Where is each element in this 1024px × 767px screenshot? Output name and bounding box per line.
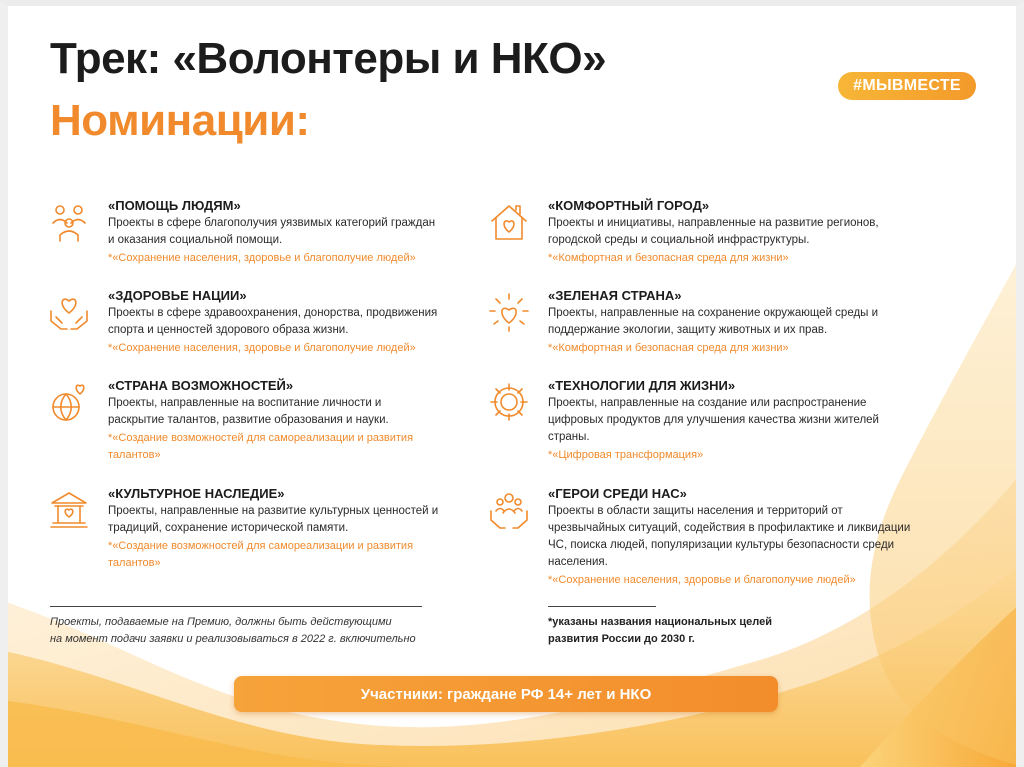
footnote-divider-left xyxy=(50,606,422,607)
heart-hands-icon xyxy=(48,291,90,333)
nomination-help-people xyxy=(108,197,468,267)
radiant-heart-icon xyxy=(488,291,530,333)
nomination-goal: *«Сохранение населения, здоровье и благополучие людей» xyxy=(548,574,856,586)
nomination-goal: *«Комфортная и безопасная среда для жизни» xyxy=(548,252,789,264)
nomination-heroes-among-us xyxy=(548,485,928,589)
page-subtitle: Номинации: xyxy=(50,96,310,145)
nomination-description: Проекты, направленные на развитие культурных ценностей и традиций, сохранение исторической памяти. xyxy=(108,505,439,534)
nomination-name: «КУЛЬТУРНОЕ НАСЛЕДИЕ» xyxy=(108,486,285,501)
hero-hands-icon xyxy=(488,489,530,531)
nomination-name: «ЗЕЛЕНАЯ СТРАНА» xyxy=(548,288,682,303)
nomination-nation-health xyxy=(108,287,468,357)
nomination-name: «ТЕХНОЛОГИИ ДЛЯ ЖИЗНИ» xyxy=(548,378,736,393)
nomination-description: Проекты и инициативы, направленные на развитие регионов, городской среды и социальной инфраструктуры. xyxy=(548,217,879,246)
nomination-green-country xyxy=(548,287,928,357)
people-group-icon xyxy=(48,201,90,243)
nomination-goal: *«Сохранение населения, здоровье и благополучие людей» xyxy=(108,342,416,354)
nomination-description: Проекты, направленные на сохранение окружающей среды и поддержание экологии, защиту животных и их прав. xyxy=(548,307,879,336)
museum-icon xyxy=(48,489,90,531)
nomination-technologies-for-life xyxy=(548,377,928,464)
nomination-name: «СТРАНА ВОЗМОЖНОСТЕЙ» xyxy=(108,378,294,393)
footnote-divider-right xyxy=(548,606,656,607)
nomination-description: Проекты в области защиты населения и территорий от чрезвычайных ситуаций, содействия в профилактике и ликвидации ЧС, поиска людей, популяризации культуры безопасности среди населения. xyxy=(548,505,911,568)
footnote-right: *указаны названия национальных целей развития России до 2030 г. xyxy=(548,616,773,645)
nomination-goal: *«Создание возможностей для самореализации и развития талантов» xyxy=(108,540,414,569)
participants-banner: Участники: граждане РФ 14+ лет и НКО xyxy=(234,676,778,712)
nomination-goal: *«Создание возможностей для самореализации и развития талантов» xyxy=(108,432,414,461)
nomination-description: Проекты, направленные на создание или распространение цифровых продуктов для улучшения качества жизни жителей страны. xyxy=(548,397,879,443)
nomination-name: «ГЕРОИ СРЕДИ НАС» xyxy=(548,486,687,501)
house-heart-icon xyxy=(488,201,530,243)
nomination-cultural-heritage xyxy=(108,485,468,572)
nomination-name: «ЗДОРОВЬЕ НАЦИИ» xyxy=(108,288,247,303)
footnote-left: Проекты, подаваемые на Премию, должны быть действующими на момент подачи заявки и реализовываться в 2022 г. включительно xyxy=(50,616,416,645)
hashtag-badge: #МЫВМЕСТЕ xyxy=(838,72,976,100)
nomination-country-opportunities xyxy=(108,377,468,464)
nomination-goal: *«Цифровая трансформация» xyxy=(548,449,704,461)
nomination-name: «ПОМОЩЬ ЛЮДЯМ» xyxy=(108,198,241,213)
page-title: Трек: «Волонтеры и НКО» xyxy=(50,34,607,83)
globe-heart-icon xyxy=(48,381,90,423)
nomination-name: «КОМФОРТНЫЙ ГОРОД» xyxy=(548,198,710,213)
nomination-description: Проекты в сфере благополучия уязвимых категорий граждан и оказания социальной помощи. xyxy=(108,217,436,246)
gear-icon xyxy=(488,381,530,423)
nomination-description: Проекты, направленные на воспитание личности и раскрытие талантов, развитие образования и науки. xyxy=(108,397,389,426)
nomination-goal: *«Комфортная и безопасная среда для жизни» xyxy=(548,342,789,354)
nomination-goal: *«Сохранение населения, здоровье и благополучие людей» xyxy=(108,252,416,264)
nomination-description: Проекты в сфере здравоохранения, донорства, продвижения спорта и ценностей здорового образа жизни. xyxy=(108,307,438,336)
nomination-comfortable-city xyxy=(548,197,928,267)
